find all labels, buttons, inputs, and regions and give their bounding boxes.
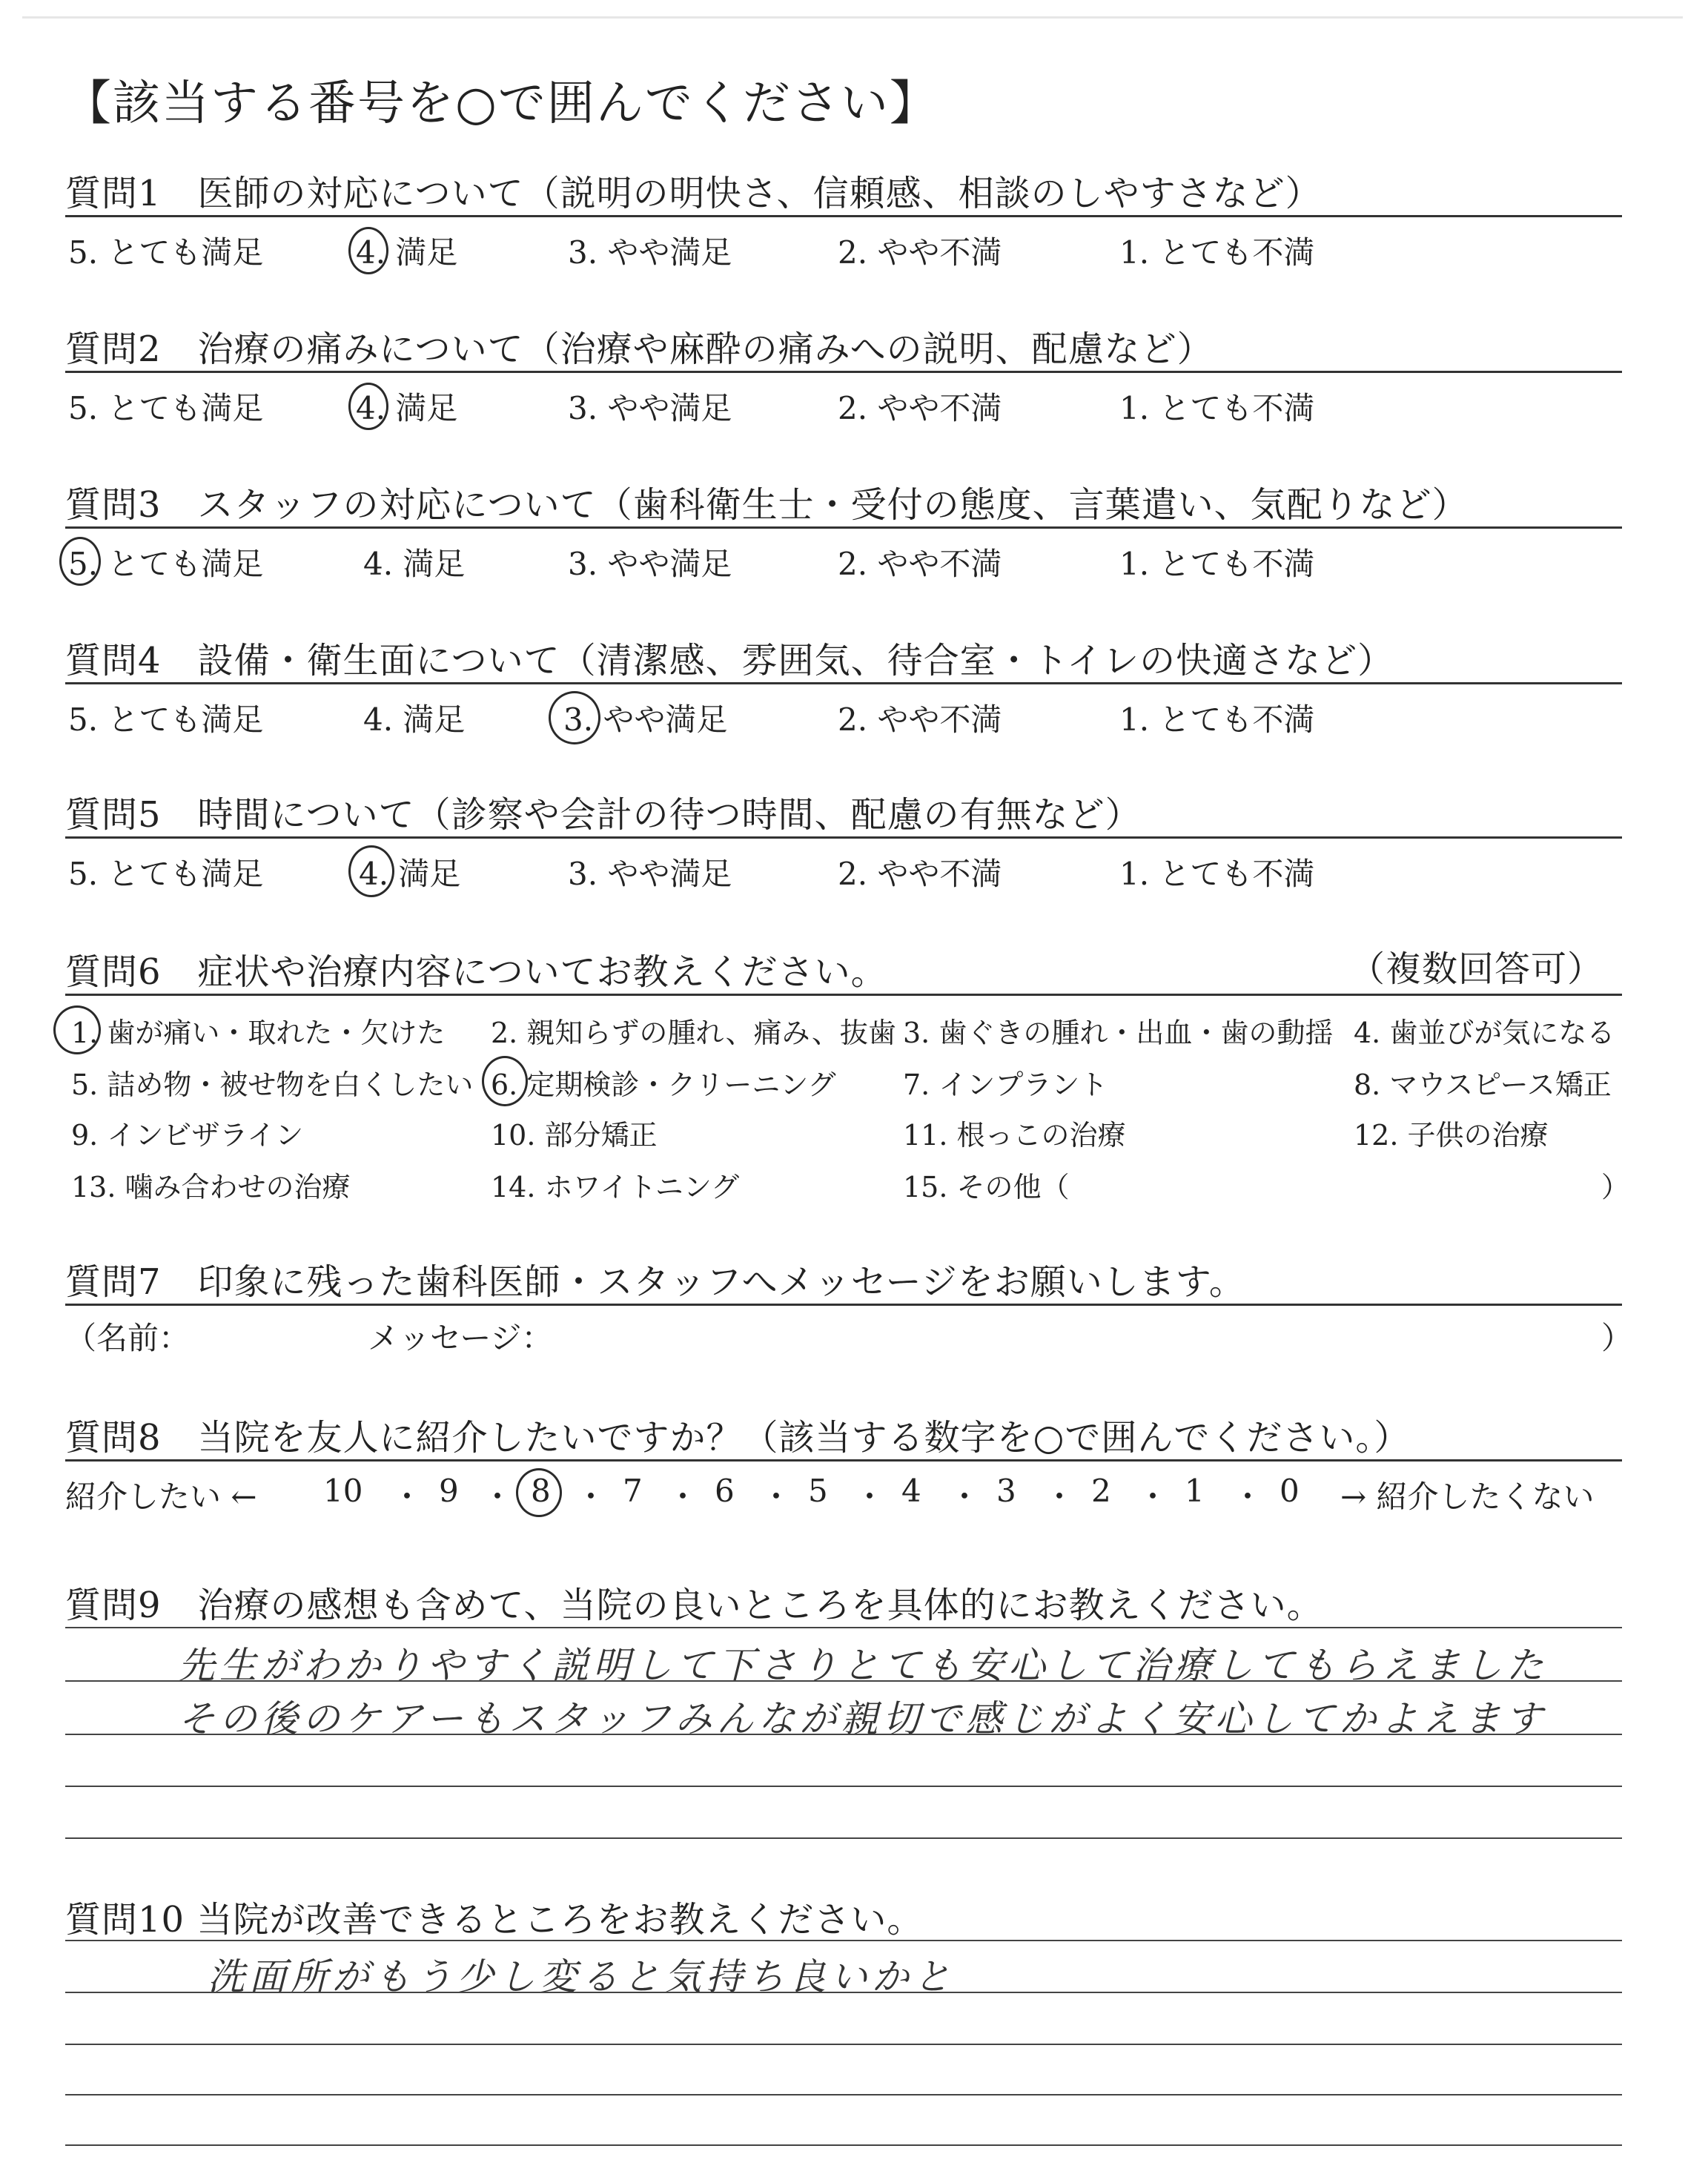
q8-scale-9[interactable]: 9 bbox=[439, 1473, 459, 1509]
q1-option-2[interactable]: 2. やや不満 bbox=[838, 234, 1002, 271]
q6-option-11[interactable]: 11. 根っこの治療 bbox=[903, 1119, 1126, 1152]
q6-option-15-close: ） bbox=[1601, 1171, 1630, 1203]
question-8-title: 質問8 当院を友人に紹介したいですか？（該当する数字を○で囲んでください。） bbox=[65, 1417, 1411, 1459]
question-6-note: （複数回答可） bbox=[1349, 948, 1604, 990]
question-2-rule bbox=[65, 371, 1622, 373]
q9-handwritten-line-2: その後のケアーもスタッフみんなが親切で感じがよく安心してかよえます bbox=[178, 1697, 1547, 1740]
q6-option-4[interactable]: 4. 歯並びが気になる bbox=[1354, 1017, 1615, 1049]
q6-option-13[interactable]: 13. 噛み合わせの治療 bbox=[71, 1171, 351, 1203]
q5-option-4[interactable]: 4. 満足 bbox=[359, 856, 461, 892]
q8-scale-sep: ・ bbox=[854, 1479, 886, 1515]
q6-option-3[interactable]: 3. 歯ぐきの腫れ・出血・歯の動揺 bbox=[903, 1017, 1334, 1049]
q8-scale-sep: ・ bbox=[482, 1479, 514, 1515]
question-3-title: 質問3 スタッフの対応について（歯科衛生士・受付の態度、言葉遣い、気配りなど） bbox=[65, 484, 1469, 526]
q10-answer-line bbox=[65, 2044, 1622, 2045]
q9-answer-line bbox=[65, 1837, 1622, 1839]
q8-scale-sep: ・ bbox=[949, 1479, 981, 1515]
q5-option-5[interactable]: 5. とても満足 bbox=[68, 856, 264, 892]
question-4-rule bbox=[65, 682, 1622, 684]
q8-scale-10[interactable]: 10 bbox=[323, 1473, 363, 1509]
q4-option-5[interactable]: 5. とても満足 bbox=[68, 701, 264, 738]
q6-option-10[interactable]: 10. 部分矯正 bbox=[491, 1119, 658, 1152]
question-10-title: 質問10 当院が改善できるところをお教えください。 bbox=[65, 1899, 924, 1941]
q6-option-7[interactable]: 7. インプラント bbox=[903, 1069, 1108, 1101]
q1-option-3[interactable]: 3. やや満足 bbox=[568, 234, 732, 271]
q2-selection-circle bbox=[348, 383, 388, 430]
question-1-rule bbox=[65, 215, 1622, 217]
q8-scale-sep: ・ bbox=[667, 1479, 699, 1515]
q7-close-paren: ） bbox=[1601, 1320, 1633, 1356]
q8-scale-sep: ・ bbox=[391, 1479, 423, 1515]
q10-handwritten-line-1: 洗面所がもう少し変ると気持ち良いかと bbox=[208, 1955, 955, 1998]
question-2-title: 質問2 治療の痛みについて（治療や麻酔の痛みへの説明、配慮など） bbox=[65, 328, 1214, 370]
q8-scale-3[interactable]: 3 bbox=[996, 1473, 1016, 1509]
q8-scale-5[interactable]: 5 bbox=[808, 1473, 828, 1509]
q10-answer-line bbox=[65, 2094, 1622, 2095]
q9-answer-line bbox=[65, 1680, 1622, 1682]
q3-option-1[interactable]: 1. とても不満 bbox=[1119, 546, 1315, 582]
question-6-rule bbox=[65, 994, 1622, 996]
q6-selection-circle-6 bbox=[482, 1056, 528, 1106]
q8-scale-sep: ・ bbox=[1232, 1479, 1264, 1515]
q1-option-4[interactable]: 4. 満足 bbox=[356, 234, 458, 271]
question-6-title: 質問6 症状や治療内容についてお教えください。 bbox=[65, 951, 887, 993]
q8-left-label: 紹介したい ← bbox=[65, 1479, 257, 1515]
question-5-rule bbox=[65, 836, 1622, 839]
q6-option-5[interactable]: 5. 詰め物・被せ物を白くしたい bbox=[71, 1069, 474, 1101]
q6-option-1[interactable]: 1. 歯が痛い・取れた・欠けた bbox=[71, 1017, 446, 1049]
q1-option-5[interactable]: 5. とても満足 bbox=[68, 234, 264, 271]
question-7-title: 質問7 印象に残った歯科医師・スタッフへメッセージをお願いします。 bbox=[65, 1261, 1245, 1303]
q3-option-2[interactable]: 2. やや不満 bbox=[838, 546, 1002, 582]
q2-option-5[interactable]: 5. とても満足 bbox=[68, 390, 264, 426]
q5-option-1[interactable]: 1. とても不満 bbox=[1119, 856, 1315, 892]
q4-option-1[interactable]: 1. とても不満 bbox=[1119, 701, 1315, 738]
q4-option-2[interactable]: 2. やや不満 bbox=[838, 701, 1002, 738]
q4-option-3[interactable]: 3. やや満足 bbox=[563, 701, 728, 738]
q8-scale-0[interactable]: 0 bbox=[1280, 1473, 1300, 1509]
q3-option-3[interactable]: 3. やや満足 bbox=[568, 546, 732, 582]
question-5-title: 質問5 時間について（診察や会計の待つ時間、配慮の有無など） bbox=[65, 794, 1142, 836]
q4-option-4[interactable]: 4. 満足 bbox=[363, 701, 466, 738]
q7-name-label: （名前： bbox=[65, 1320, 191, 1356]
q8-scale-sep: ・ bbox=[1044, 1479, 1076, 1515]
q6-option-2[interactable]: 2. 親知らずの腫れ、痛み、抜歯 bbox=[491, 1017, 896, 1049]
q10-answer-line bbox=[65, 1992, 1622, 1993]
q3-selection-circle bbox=[59, 537, 101, 586]
q8-right-label: → 紹介したくない bbox=[1340, 1479, 1595, 1515]
q6-option-6[interactable]: 6. 定期検診・クリーニング bbox=[491, 1069, 836, 1101]
q6-option-15[interactable]: 15. その他（ bbox=[903, 1171, 1070, 1203]
q1-option-1[interactable]: 1. とても不満 bbox=[1119, 234, 1315, 271]
q8-scale-7[interactable]: 7 bbox=[623, 1473, 643, 1509]
q9-answer-line bbox=[65, 1786, 1622, 1787]
question-4-title: 質問4 設備・衛生面について（清潔感、雰囲気、待合室・トイレの快適さなど） bbox=[65, 640, 1394, 681]
q6-option-9[interactable]: 9. インビザライン bbox=[71, 1119, 304, 1152]
q8-scale-sep: ・ bbox=[575, 1479, 607, 1515]
q5-option-2[interactable]: 2. やや不満 bbox=[838, 856, 1002, 892]
question-1-title: 質問1 医師の対応について（説明の明快さ、信頼感、相談のしやすさなど） bbox=[65, 173, 1322, 214]
q8-scale-6[interactable]: 6 bbox=[715, 1473, 735, 1509]
q8-scale-4[interactable]: 4 bbox=[901, 1473, 921, 1509]
q6-option-14[interactable]: 14. ホワイトニング bbox=[491, 1171, 740, 1203]
q1-selection-circle bbox=[348, 227, 388, 274]
q4-selection-circle bbox=[549, 691, 600, 744]
q2-option-4[interactable]: 4. 満足 bbox=[356, 390, 458, 426]
question-7-rule bbox=[65, 1304, 1622, 1306]
q5-selection-circle bbox=[348, 845, 394, 897]
q8-selection-circle bbox=[516, 1468, 562, 1517]
q8-scale-sep: ・ bbox=[1137, 1479, 1169, 1515]
q2-option-3[interactable]: 3. やや満足 bbox=[568, 390, 732, 426]
q10-answer-line bbox=[65, 2144, 1622, 2146]
q6-option-12[interactable]: 12. 子供の治療 bbox=[1354, 1119, 1549, 1152]
question-8-rule bbox=[65, 1459, 1622, 1462]
q3-option-4[interactable]: 4. 満足 bbox=[363, 546, 466, 582]
q9-answer-line bbox=[65, 1627, 1622, 1628]
q10-answer-line bbox=[65, 1940, 1622, 1941]
q6-selection-circle-1 bbox=[53, 1005, 101, 1054]
q2-option-2[interactable]: 2. やや不満 bbox=[838, 390, 1002, 426]
q9-handwritten-line-1: 先生がわかりやすく説明して下さりとても安心して治療してもらえました bbox=[178, 1644, 1548, 1687]
q8-scale-sep: ・ bbox=[761, 1479, 792, 1515]
q8-scale-8[interactable]: 8 bbox=[531, 1473, 551, 1509]
q7-message-label: メッセージ： bbox=[368, 1320, 553, 1356]
question-9-title: 質問9 治療の感想も含めて、当院の良いところを具体的にお教えください。 bbox=[65, 1585, 1323, 1626]
scan-top-edge bbox=[22, 16, 1683, 19]
q6-option-8[interactable]: 8. マウスピース矯正 bbox=[1354, 1069, 1612, 1101]
form-header: 【該当する番号を○で囲んでください】 bbox=[64, 76, 939, 131]
q3-option-5[interactable]: 5. とても満足 bbox=[68, 546, 264, 582]
question-3-rule bbox=[65, 526, 1622, 529]
q5-option-3[interactable]: 3. やや満足 bbox=[568, 856, 732, 892]
q8-scale-2[interactable]: 2 bbox=[1091, 1473, 1111, 1509]
q8-scale-1[interactable]: 1 bbox=[1185, 1473, 1205, 1509]
q2-option-1[interactable]: 1. とても不満 bbox=[1119, 390, 1315, 426]
q9-answer-line bbox=[65, 1734, 1622, 1735]
